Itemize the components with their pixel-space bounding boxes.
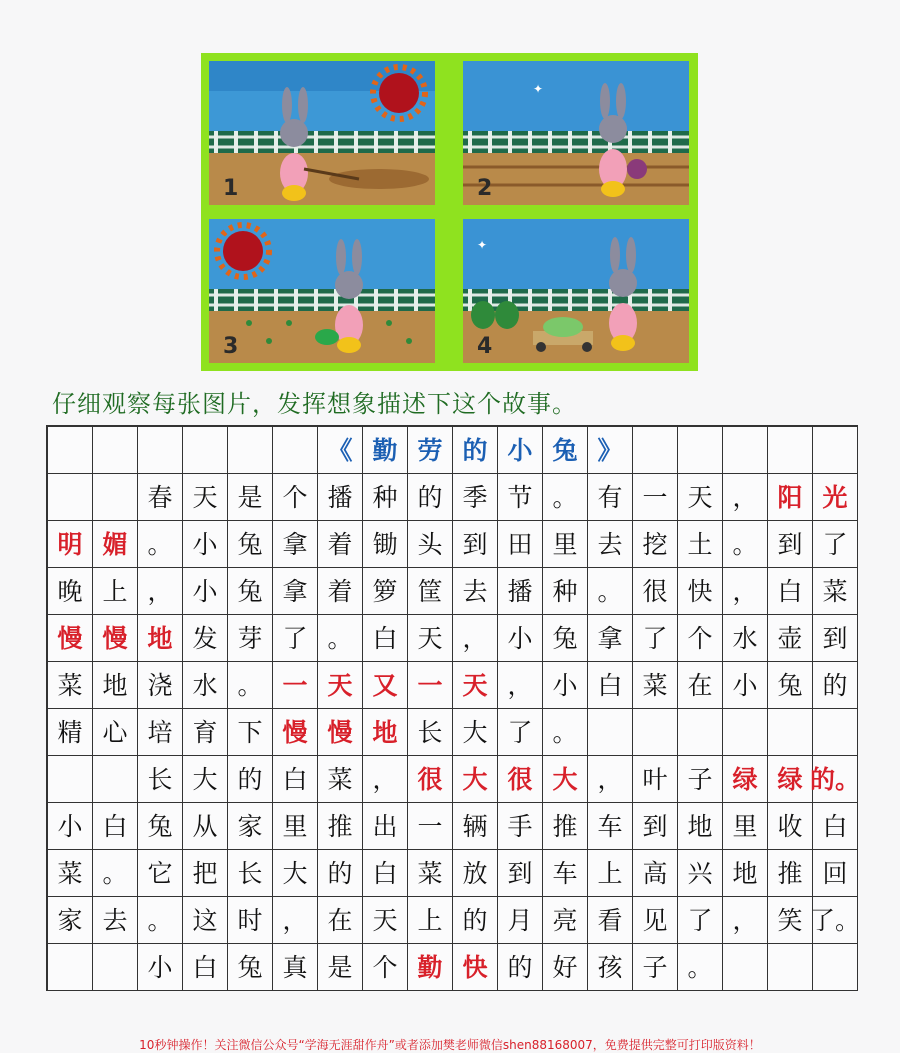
grid-cell: 了 [498, 709, 543, 756]
grid-cell: 辆 [453, 803, 498, 850]
grid-cell: 个 [363, 944, 408, 991]
grid-cell: 长 [228, 850, 273, 897]
grid-cell: 了 [633, 615, 678, 662]
grid-cell: 长 [138, 756, 183, 803]
grid-cell: 长 [408, 709, 453, 756]
grid-cell: 的 [498, 944, 543, 991]
grid-cell: 了 [273, 615, 318, 662]
grid-cell: 兔 [228, 521, 273, 568]
grid-cell: 勤 [363, 427, 408, 474]
grid-cell: 去 [93, 897, 138, 944]
instruction-text: 仔细观察每张图片，发挥想象描述下这个故事。 [52, 390, 577, 418]
grid-cell: ， [723, 474, 768, 521]
grid-cell: 媚 [93, 521, 138, 568]
grid-cell: 个 [678, 615, 723, 662]
grid-cell: 地 [723, 850, 768, 897]
picture-frame [201, 53, 698, 371]
grid-cell [48, 474, 93, 521]
grid-cell: 拿 [273, 568, 318, 615]
grid-cell: 种 [363, 474, 408, 521]
grid-cell: 从 [183, 803, 228, 850]
grid-cell: 。 [93, 850, 138, 897]
grid-cell: 。 [138, 521, 183, 568]
grid-cell: 季 [453, 474, 498, 521]
grid-cell: 慢 [318, 709, 363, 756]
grid-cell: 白 [363, 850, 408, 897]
grid-cell: 笑 [768, 897, 813, 944]
grid-cell: 兔 [543, 615, 588, 662]
grid-cell: 在 [678, 662, 723, 709]
grid-cell: 一 [633, 474, 678, 521]
grid-cell: ， [498, 662, 543, 709]
grid-cell: 小 [183, 521, 228, 568]
grid-cell: 的 [453, 427, 498, 474]
grid-cell: 播 [498, 568, 543, 615]
grid-cell: 。 [138, 897, 183, 944]
grid-cell: 很 [408, 756, 453, 803]
grid-cell: 到 [813, 615, 858, 662]
grid-cell: 小 [48, 803, 93, 850]
grid-cell: 到 [453, 521, 498, 568]
grid-cell: 小 [183, 568, 228, 615]
grid-cell [48, 944, 93, 991]
grid-cell: 小 [498, 427, 543, 474]
grid-cell: 壶 [768, 615, 813, 662]
grid-cell [48, 756, 93, 803]
grid-cell [678, 427, 723, 474]
grid-cell: 土 [678, 521, 723, 568]
grid-cell: 把 [183, 850, 228, 897]
grid-cell: 推 [543, 803, 588, 850]
grid-cell: 菜 [48, 662, 93, 709]
grid-cell: 里 [543, 521, 588, 568]
grid-cell [48, 427, 93, 474]
grid-cell: 又 [363, 662, 408, 709]
grid-cell: 小 [498, 615, 543, 662]
grid-cell: 兔 [228, 944, 273, 991]
svg-text:✦: ✦ [533, 82, 544, 96]
grid-cell: 里 [723, 803, 768, 850]
grid-cell: 绿 [723, 756, 768, 803]
grid-cell: 白 [813, 803, 858, 850]
grid-cell [813, 427, 858, 474]
grid-cell: 收 [768, 803, 813, 850]
grid-cell [273, 427, 318, 474]
grid-cell: 的。 [813, 756, 858, 803]
grid-cell: 慢 [93, 615, 138, 662]
grid-cell: 慢 [273, 709, 318, 756]
grid-cell: 白 [183, 944, 228, 991]
grid-cell: 很 [498, 756, 543, 803]
grid-cell [813, 944, 858, 991]
grid-cell: ， [723, 897, 768, 944]
grid-cell: 见 [633, 897, 678, 944]
grid-cell: 地 [93, 662, 138, 709]
grid-cell: 。 [228, 662, 273, 709]
grid-cell: 去 [453, 568, 498, 615]
grid-cell: 放 [453, 850, 498, 897]
grid-cell [93, 474, 138, 521]
grid-cell: 兔 [768, 662, 813, 709]
grid-cell [93, 944, 138, 991]
grid-cell: 兔 [138, 803, 183, 850]
story-panel-1 [209, 61, 435, 205]
grid-cell: 白 [768, 568, 813, 615]
grid-cell [633, 709, 678, 756]
grid-cell: 小 [543, 662, 588, 709]
grid-cell: 心 [93, 709, 138, 756]
grid-cell: 高 [633, 850, 678, 897]
grid-cell: 绿 [768, 756, 813, 803]
grid-cell: 孩 [588, 944, 633, 991]
grid-cell: 叶 [633, 756, 678, 803]
grid-cell [588, 709, 633, 756]
grid-cell: 到 [768, 521, 813, 568]
grid-cell: 到 [498, 850, 543, 897]
grid-cell: 育 [183, 709, 228, 756]
grid-cell: 的 [318, 850, 363, 897]
grid-cell [768, 944, 813, 991]
grid-cell [723, 944, 768, 991]
grid-cell [723, 709, 768, 756]
grid-cell: 白 [93, 803, 138, 850]
grid-cell: 培 [138, 709, 183, 756]
grid-cell [183, 427, 228, 474]
grid-cell: 。 [543, 474, 588, 521]
grid-cell: 大 [453, 709, 498, 756]
grid-cell: ， [363, 756, 408, 803]
grid-cell: 晚 [48, 568, 93, 615]
grid-cell: 锄 [363, 521, 408, 568]
grid-cell: 菜 [633, 662, 678, 709]
grid-cell: 这 [183, 897, 228, 944]
grid-cell: 是 [228, 474, 273, 521]
grid-cell: 家 [48, 897, 93, 944]
grid-cell: 推 [318, 803, 363, 850]
grid-cell: 天 [453, 662, 498, 709]
grid-cell: 兴 [678, 850, 723, 897]
grid-cell: 春 [138, 474, 183, 521]
panel-number: 2 [477, 176, 493, 201]
grid-cell: 里 [273, 803, 318, 850]
grid-cell: 到 [633, 803, 678, 850]
grid-cell: 天 [363, 897, 408, 944]
grid-cell: 芽 [228, 615, 273, 662]
grid-cell: 菜 [48, 850, 93, 897]
grid-cell: 。 [588, 568, 633, 615]
grid-cell: 个 [273, 474, 318, 521]
grid-cell: 子 [678, 756, 723, 803]
grid-cell: 箩 [363, 568, 408, 615]
grid-cell: 勤 [408, 944, 453, 991]
grid-cell: 家 [228, 803, 273, 850]
grid-cell: 种 [543, 568, 588, 615]
grid-cell: 的 [813, 662, 858, 709]
grid-cell: 车 [543, 850, 588, 897]
grid-cell: 精 [48, 709, 93, 756]
grid-cell: 光 [813, 474, 858, 521]
grid-cell: 。 [318, 615, 363, 662]
grid-cell: ， [588, 756, 633, 803]
grid-cell: 子 [633, 944, 678, 991]
grid-cell: 天 [318, 662, 363, 709]
grid-cell: 慢 [48, 615, 93, 662]
grid-cell: 拿 [588, 615, 633, 662]
grid-cell: ， [453, 615, 498, 662]
grid-cell [633, 427, 678, 474]
grid-cell: 出 [363, 803, 408, 850]
grid-cell [768, 709, 813, 756]
grid-cell: 上 [588, 850, 633, 897]
grid-cell: 头 [408, 521, 453, 568]
panel-number: 1 [223, 176, 239, 201]
grid-cell: 推 [768, 850, 813, 897]
grid-cell: 一 [273, 662, 318, 709]
grid-cell: 白 [588, 662, 633, 709]
grid-cell: 了 [678, 897, 723, 944]
grid-cell: 。 [543, 709, 588, 756]
grid-cell: 兔 [543, 427, 588, 474]
grid-cell: 白 [363, 615, 408, 662]
grid-cell: ， [273, 897, 318, 944]
grid-cell: 阳 [768, 474, 813, 521]
grid-cell: 明 [48, 521, 93, 568]
grid-cell: 播 [318, 474, 363, 521]
grid-cell: 白 [273, 756, 318, 803]
grid-cell: 浇 [138, 662, 183, 709]
grid-cell [678, 709, 723, 756]
panel-number: 3 [223, 334, 239, 359]
grid-cell [138, 427, 183, 474]
grid-cell: 的 [453, 897, 498, 944]
grid-cell: 的 [228, 756, 273, 803]
grid-cell: 时 [228, 897, 273, 944]
grid-cell: 着 [318, 521, 363, 568]
grid-cell: 小 [723, 662, 768, 709]
grid-cell: 兔 [228, 568, 273, 615]
grid-cell: 地 [678, 803, 723, 850]
grid-cell: 有 [588, 474, 633, 521]
grid-cell: 地 [138, 615, 183, 662]
grid-cell [768, 427, 813, 474]
grid-cell: 大 [543, 756, 588, 803]
grid-cell: 车 [588, 803, 633, 850]
panel-number: 4 [477, 334, 493, 359]
grid-cell: 筐 [408, 568, 453, 615]
grid-cell: 真 [273, 944, 318, 991]
writing-grid [46, 425, 861, 991]
story-panel-3 [209, 219, 435, 363]
grid-cell [228, 427, 273, 474]
grid-cell: 的 [408, 474, 453, 521]
grid-cell: ， [138, 568, 183, 615]
grid-cell: 水 [723, 615, 768, 662]
grid-cell: 《 [318, 427, 363, 474]
grid-cell: 水 [183, 662, 228, 709]
grid-cell: 天 [678, 474, 723, 521]
grid-cell: 下 [228, 709, 273, 756]
grid-cell: 田 [498, 521, 543, 568]
footer-notice: 10秒钟操作！关注微信公众号“学海无涯甜作舟”或者添加樊老师微信shen88168007，免费提供完整可打印版资料！ [139, 1038, 761, 1052]
grid-cell: 好 [543, 944, 588, 991]
grid-cell: 很 [633, 568, 678, 615]
grid-cell: 回 [813, 850, 858, 897]
grid-cell: 天 [183, 474, 228, 521]
grid-cell: 大 [453, 756, 498, 803]
grid-cell: 亮 [543, 897, 588, 944]
grid-cell: 菜 [408, 850, 453, 897]
grid-cell: 小 [138, 944, 183, 991]
grid-cell: 挖 [633, 521, 678, 568]
grid-cell: 了 [813, 521, 858, 568]
grid-cell: 上 [408, 897, 453, 944]
grid-cell: 。 [723, 521, 768, 568]
grid-cell: 月 [498, 897, 543, 944]
grid-cell: ， [723, 568, 768, 615]
story-panel-4 [463, 219, 689, 363]
grid-cell: 天 [408, 615, 453, 662]
grid-cell: 去 [588, 521, 633, 568]
grid-cell: 菜 [318, 756, 363, 803]
grid-cell: 拿 [273, 521, 318, 568]
grid-cell: 了。 [813, 897, 858, 944]
grid-cell: 大 [273, 850, 318, 897]
svg-text:✦: ✦ [477, 238, 488, 252]
grid-cell: 一 [408, 803, 453, 850]
grid-cell: 手 [498, 803, 543, 850]
grid-cell: 地 [363, 709, 408, 756]
grid-cell: 着 [318, 568, 363, 615]
grid-cell: 它 [138, 850, 183, 897]
grid-cell: 是 [318, 944, 363, 991]
grid-cell [723, 427, 768, 474]
grid-cell: 节 [498, 474, 543, 521]
grid-cell: 菜 [813, 568, 858, 615]
grid-cell: 快 [678, 568, 723, 615]
grid-cell: 快 [453, 944, 498, 991]
grid-cell: 》 [588, 427, 633, 474]
story-panel-2 [463, 61, 689, 205]
grid-cell [93, 427, 138, 474]
grid-cell: 一 [408, 662, 453, 709]
grid-cell: 劳 [408, 427, 453, 474]
grid-cell: 看 [588, 897, 633, 944]
grid-cell [93, 756, 138, 803]
grid-cell: 上 [93, 568, 138, 615]
grid-cell: 大 [183, 756, 228, 803]
grid-cell: 。 [678, 944, 723, 991]
grid-cell: 在 [318, 897, 363, 944]
grid-cell: 发 [183, 615, 228, 662]
grid-cell [813, 709, 858, 756]
